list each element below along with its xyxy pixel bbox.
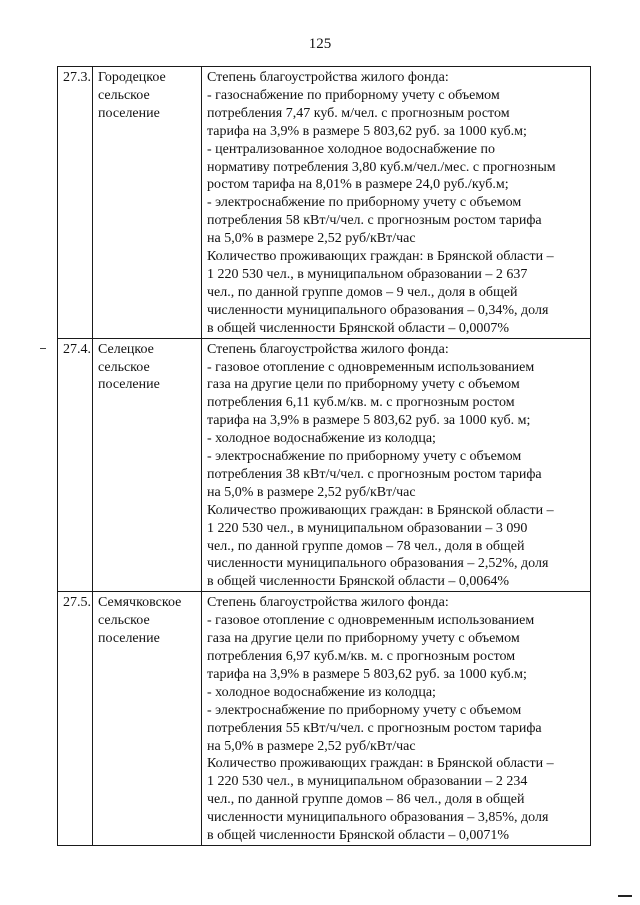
description-line: - централизованное холодное водоснабжение по (207, 141, 495, 157)
description-line: на 5,0% в размере 2,52 руб/кВт/час (207, 484, 416, 500)
description-line: потребления 7,47 куб. м/чел. с прогнозным ростом (207, 105, 510, 121)
table-row (58, 338, 591, 592)
description-line: чел., по данной группе домов – 86 чел., доля в общей (207, 792, 525, 808)
table-body (58, 67, 591, 846)
description-line: потребления 6,11 куб.м/кв. м. с прогнозным ростом (207, 395, 515, 411)
row-number: 27.5. (58, 592, 93, 846)
settlement-name (93, 338, 202, 592)
table-row (58, 67, 591, 339)
corner-scan-mark (618, 895, 632, 897)
description-line: 1 220 530 чел., в муниципальном образовании – 2 637 (207, 266, 528, 282)
description-line: Количество проживающих граждан: в Брянской области – (207, 249, 554, 265)
description-line: 1 220 530 чел., в муниципальном образовании – 2 234 (207, 774, 528, 790)
description-line: Степень благоустройства жилого фонда: (207, 595, 449, 611)
margin-dash-mark (40, 348, 46, 349)
row-number: 27.3. (58, 67, 93, 339)
row-number: 27.4. (58, 338, 93, 592)
description-line: на 5,0% в размере 2,52 руб/кВт/час (207, 738, 416, 754)
description-line: чел., по данной группе домов – 78 чел., доля в общей (207, 538, 525, 554)
description-line: тарифа на 3,9% в размере 5 803,62 руб. за 1000 куб.м; (207, 123, 527, 139)
description-line: - электроснабжение по приборному учету с объемом (207, 449, 522, 465)
description-line: численности муниципального образования – 2,52%, доля (207, 556, 549, 572)
description-line: Количество проживающих граждан: в Брянской области – (207, 756, 554, 772)
page-number: 125 (308, 36, 332, 52)
settlement-name-line: поселение (98, 631, 160, 647)
settlement-name-line: Селецкое (98, 341, 154, 357)
settlement-name-line: сельское (98, 87, 150, 103)
description-line: потребления 6,97 куб.м/кв. м. с прогнозным ростом (207, 649, 516, 664)
description-line: численности муниципального образования – 3,85%, доля (207, 810, 549, 826)
description-line: тарифа на 3,9% в размере 5 803,62 руб. за 1000 куб. м; (207, 413, 531, 429)
description-line: - газовое отопление с одновременным использованием (207, 359, 535, 375)
description-line: 1 220 530 чел., в муниципальном образовании – 3 090 (207, 520, 528, 536)
settlement-name-line: поселение (98, 105, 160, 121)
description-line: в общей численности Брянской области – 0,0007% (207, 320, 510, 336)
description-line: потребления 38 кВт/ч/чел. с прогнозным ростом тарифа (207, 466, 542, 482)
description-line: газа на другие цели по приборному учету с объемом (207, 377, 520, 393)
description-line: - холодное водоснабжение из колодца; (207, 431, 436, 447)
description-line: потребления 55 кВт/ч/чел. с прогнозным ростом тарифа (207, 720, 542, 736)
housing-description (202, 67, 591, 339)
description-line: - газоснабжение по приборному учету с объемом (207, 87, 500, 103)
description-line: чел., по данной группе домов – 9 чел., доля в общей (207, 284, 518, 300)
description-line: в общей численности Брянской области – 0,0064% (207, 574, 510, 590)
description-line: Степень благоустройства жилого фонда: (207, 341, 449, 357)
description-line: на 5,0% в размере 2,52 руб/кВт/час (207, 231, 416, 247)
description-line: в общей численности Брянской области – 0,0071% (207, 828, 510, 844)
description-line: численности муниципального образования – 0,34%, доля (207, 302, 549, 318)
description-line: - газовое отопление с одновременным использованием (207, 613, 535, 629)
description-line: тарифа на 3,9% в размере 5 803,62 руб. за 1000 куб.м; (207, 666, 527, 682)
description-line: - холодное водоснабжение из колодца; (207, 684, 436, 700)
housing-description (202, 338, 591, 592)
settlement-name-line: сельское (98, 613, 150, 629)
settlement-name (93, 592, 202, 846)
settlement-name-line: сельское (98, 359, 150, 375)
settlement-name-line: Семячковское (98, 595, 182, 611)
table-row (58, 592, 591, 846)
housing-description (202, 592, 591, 846)
settlement-name (93, 67, 202, 339)
description-line: ростом тарифа на 8,01% в размере 24,0 руб./куб.м; (207, 177, 509, 193)
description-line: Количество проживающих граждан: в Брянской области – (207, 502, 554, 518)
description-line: - электроснабжение по приборному учету с объемом (207, 702, 522, 718)
description-line: Степень благоустройства жилого фонда: (207, 70, 449, 85)
description-line: потребления 58 кВт/ч/чел. с прогнозным ростом тарифа (207, 213, 542, 229)
settlement-name-line: Городецкое (98, 70, 166, 85)
description-line: нормативу потребления 3,80 куб.м/чел./мес. с прогнозным (207, 159, 556, 175)
settlements-table (57, 66, 591, 846)
description-line: газа на другие цели по приборному учету с объемом (207, 631, 520, 647)
description-line: - электроснабжение по приборному учету с объемом (207, 195, 522, 211)
settlement-name-line: поселение (98, 377, 160, 393)
